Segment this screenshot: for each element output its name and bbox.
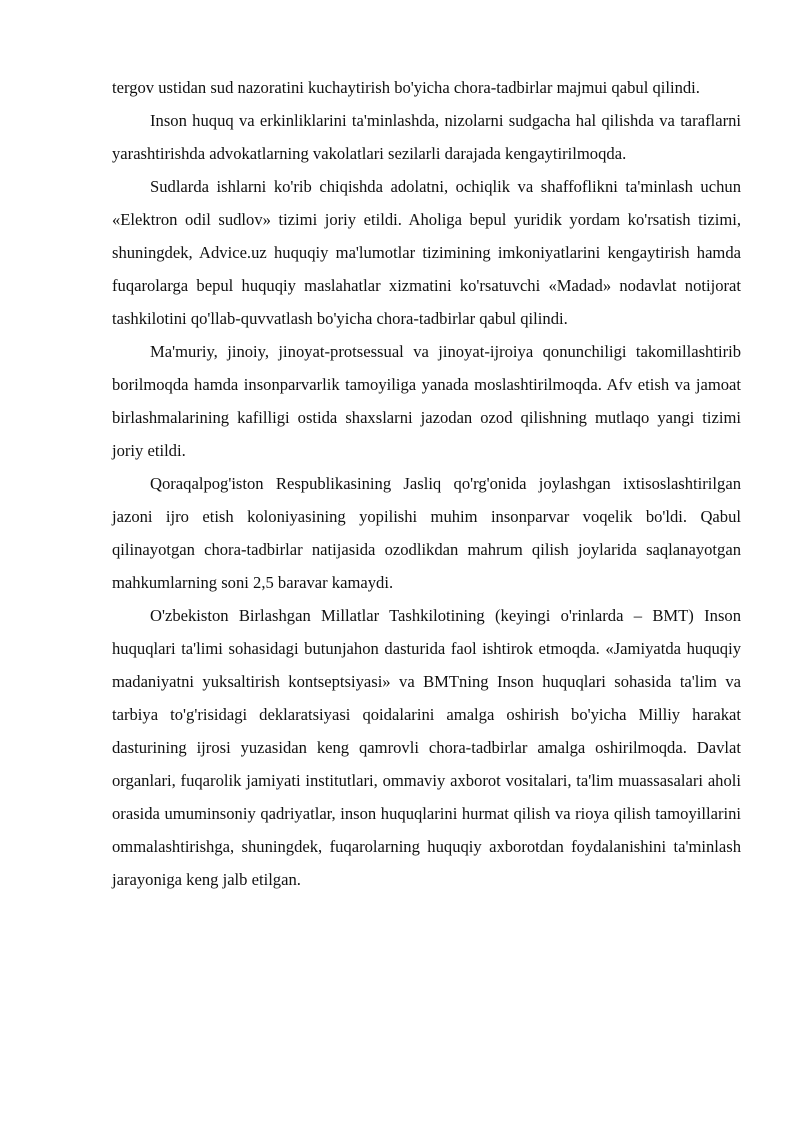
paragraph-legislation: Ma'muriy, jinoiy, jinoyat-protsessual va jinoyat-ijroiya qonunchiligi takomillashtirib borilmoqda hamda insonparvarlik tamoyiliga yanada moslashtirilmoqda. Afv etish va jamoat birlashmalarining kafilligi ostida shaxslarni jazodan ozod qilishning mutlaqo yangi tizimi joriy etildi.: [112, 342, 741, 460]
paragraph-electronic-justice: Sudlarda ishlarni ko'rib chiqishda adolatni, ochiqlik va shaffoflikni ta'minlash uchun «Elektron odil sudlov» tizimi joriy etildi. Aholiga bepul yuridik yordam ko'rsatish tizimi, shuningdek, Advice.uz huquqiy ma'lumotlar tizimining imkoniyatlarini kengaytirish hamda fuqarolarga bepul huquqiy maslahatlar xizmatini ko'rsatuvchi «Madad» nodavlat notijorat tashkilotini qo'llab-quvvatlash bo'yicha chora-tadbirlar qabul qilindi.: [112, 177, 741, 328]
paragraph-advocates: Inson huquq va erkinliklarini ta'minlashda, nizolarni sudgacha hal qilishda va taraflarni yarashtirishda advokatlarning vakolatlari sezilarli darajada kengaytirilmoqda.: [112, 111, 741, 163]
document-page: [112, 71, 741, 896]
paragraph-jasliq-colony: Qoraqalpog'iston Respublikasining Jasliq qo'rg'onida joylashgan ixtisoslashtirilgan jazoni ijro etish koloniyasining yopilishi muhim insonparvar voqelik bo'ldi. Qabul qilinayotgan chora-tadbirlar natijasida ozodlikdan mahrum qilish joylarida saqlanayotgan mahkumlarning soni 2,5 baravar kamaydi.: [112, 474, 741, 592]
paragraph-un-human-rights: O'zbekiston Birlashgan Millatlar Tashkilotining (keyingi o'rinlarda – BMT) Inson huquqlari ta'limi sohasidagi butunjahon dasturida faol ishtirok etmoqda. «Jamiyatda huquqiy madaniyatni yuksaltirish kontseptsiyasi» va BMTning Inson huquqlari sohasida ta'lim va tarbiya to'g'risidagi deklaratsiyasi qoidalarini amalga oshirish bo'yicha Milliy harakat dasturining ijrosi yuzasidan keng qamrovli chora-tadbirlar amalga oshirilmoqda. Davlat organlari, fuqarolik jamiyati institutlari, ommaviy axborot vositalari, ta'lim muassasalari aholi orasida umuminsoniy qadriyatlar, inson huquqlarini hurmat qilish va rioya qilish tamoyillarini ommalashtirishga, shuningdek, fuqarolarning huquqiy axborotdan foydalanishini ta'minlash jarayoniga keng jalb etilgan.: [112, 606, 741, 889]
paragraph-continued: tergov ustidan sud nazoratini kuchaytirish bo'yicha chora-tadbirlar majmui qabul qilindi.: [112, 78, 700, 97]
